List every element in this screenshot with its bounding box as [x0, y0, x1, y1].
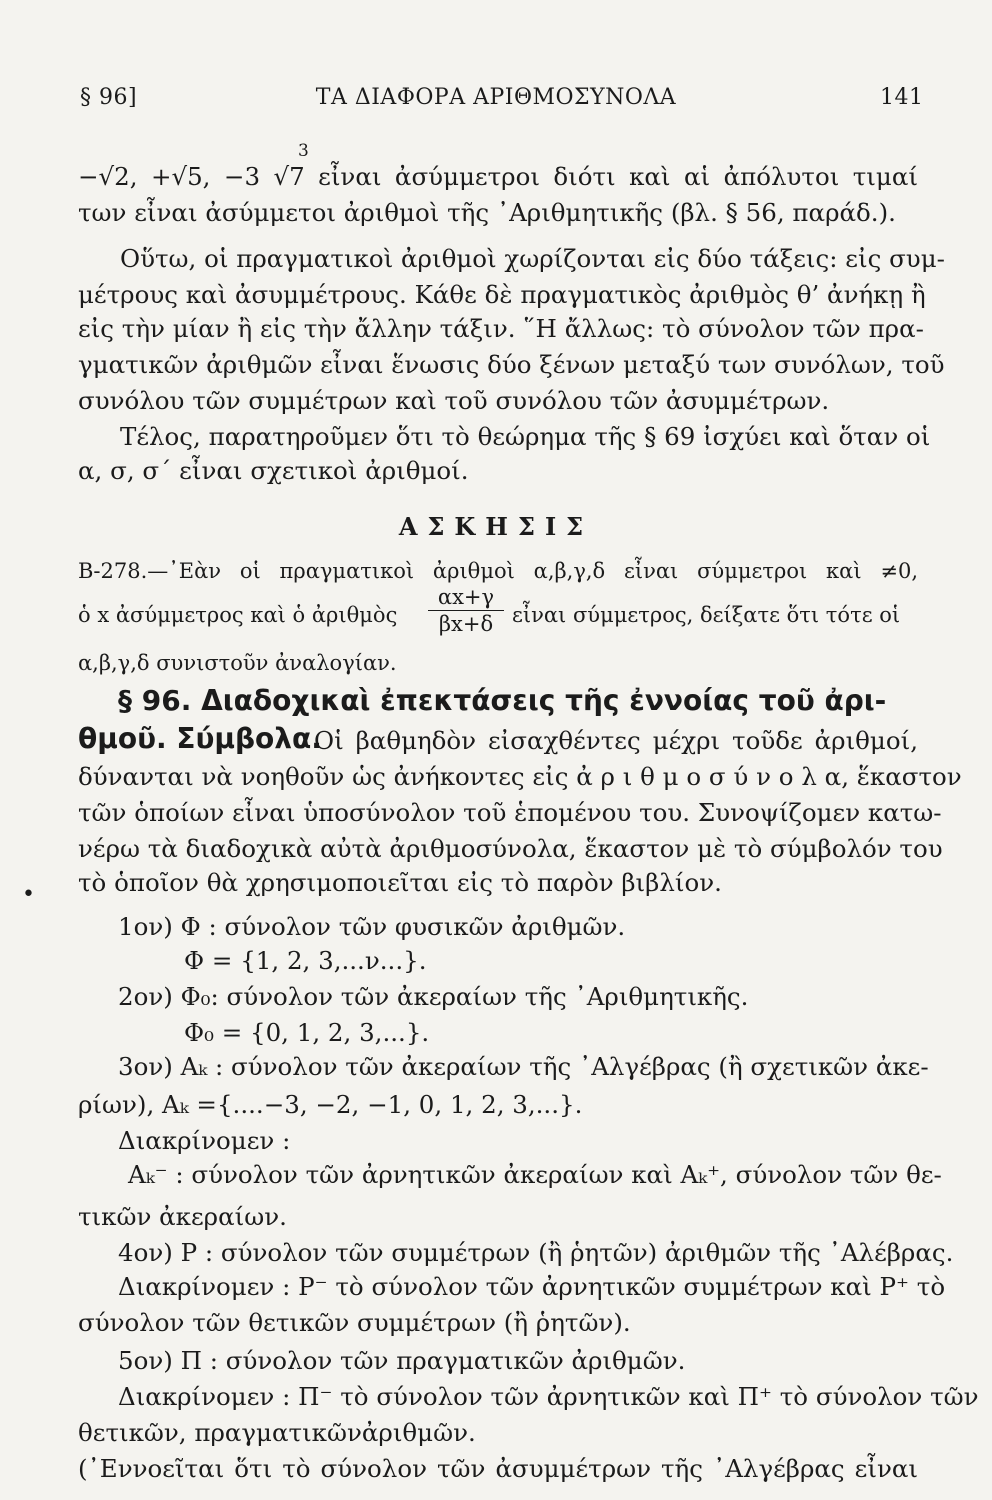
para2-line: γματικῶν ἀριθμῶν εἶναι ἕνωσις δύο ξένων μεταξύ των συνόλων, τοῦ	[78, 350, 945, 379]
exercise-line: ὁ x ἀσύμμετρος καὶ ὁ ἀριθμὸς	[78, 603, 398, 627]
list-line: Φ = {1, 2, 3,...ν...}.	[184, 946, 427, 975]
section-line: δύνανται νὰ νοηθοῦν ὡς ἀνήκοντες εἰς ἀ ρ ι θ μ ο σ ύ ν ο λ α, ἕκαστον	[78, 762, 962, 791]
para2-line: μέτρους καὶ ἀσυμμέτρους. Κάθε δὲ πραγματικὸς ἀριθμὸς θ’ ἀνήκῃ ἢ	[78, 280, 926, 309]
list-line: Διακρίνομεν : P⁻ τὸ σύνολον τῶν ἀρνητικῶν συμμέτρων καὶ P⁺ τὸ	[118, 1272, 946, 1301]
list-line: τικῶν ἀκεραίων.	[78, 1202, 287, 1231]
section-line: τὸ ὁποῖον θὰ χρησιμοποιεῖται εἰς τὸ παρὸν βιβλίον.	[78, 868, 722, 897]
exercise-line: α,β,γ,δ συνιστοῦν ἀναλογίαν.	[78, 651, 397, 675]
list-line: 1ον) Φ : σύνολον τῶν φυσικῶν ἀριθμῶν.	[118, 912, 626, 941]
para2-line: εἰς τὴν μίαν ἢ εἰς τὴν ἄλλην τάξιν. ῞Η ἄλλως: τὸ σύνολον τῶν πρα-	[78, 314, 924, 343]
para1-line: −√2, +√5, −3 √7 εἶναι ἀσύμμετροι διότι καὶ αἱ ἀπόλυτοι τιμαί	[78, 162, 918, 191]
section-line: Οἱ βαθμηδὸν εἰσαχθέντες μέχρι τοῦδε ἀριθμοί,	[314, 726, 918, 755]
section-title: § 96. Διαδοχικαὶ ἐπεκτάσεις τῆς ἐννοίας τοῦ ἀρι-	[118, 684, 887, 717]
list-line: 5ον) Π : σύνολον τῶν πραγματικῶν ἀριθμῶν.	[118, 1346, 686, 1375]
running-title: ΤΑ ΔΙΑΦΟΡΑ ΑΡΙΘΜΟΣΥΝΟΛΑ	[315, 85, 677, 110]
para3-line: α, σ, σ΄ εἶναι σχετικοὶ ἀριθμοί.	[78, 456, 469, 485]
para3-line: Τέλος, παρατηροῦμεν ὅτι τὸ θεώρημα τῆς § 69 ἰσχύει καὶ ὅταν οἱ	[120, 422, 931, 451]
margin-mark: •	[22, 882, 35, 907]
para2-line: συνόλου τῶν συμμέτρων καὶ τοῦ συνόλου τῶν ἀσυμμέτρων.	[78, 386, 830, 415]
section-title-line2: θμοῦ. Σύμβολα.	[78, 722, 322, 755]
fraction-denominator: βx+δ	[438, 612, 494, 636]
list-line: Διακρίνομεν :	[118, 1126, 291, 1155]
section-line: νέρω τὰ διαδοχικὰ αὐτὰ ἀριθμοσύνολα, ἕκαστον μὲ τὸ σύμβολόν του	[78, 834, 943, 863]
list-line: θετικῶν, πραγματικῶνἀριθμῶν.	[78, 1418, 476, 1447]
list-line: 2ον) Φ₀: σύνολον τῶν ἀκεραίων τῆς ᾿Αριθμητικῆς.	[118, 982, 749, 1011]
para2-line: Οὕτω, οἱ πραγματικοὶ ἀριθμοὶ χωρίζονται εἰς δύο τάξεις: εἰς συμ-	[120, 244, 945, 273]
root-index: 3	[298, 141, 309, 161]
list-line: Aₖ⁻ : σύνολον τῶν ἀρνητικῶν ἀκεραίων καὶ Aₖ⁺, σύνολον τῶν θε-	[128, 1160, 942, 1189]
fraction-numerator: αx+γ	[428, 584, 504, 611]
list-line: ρίων), Aₖ ={....−3, −2, −1, 0, 1, 2, 3,...}.	[78, 1090, 583, 1119]
header-section: § 96]	[80, 85, 138, 110]
para1-line: των εἶναι ἀσύμμετοι ἀριθμοὶ τῆς ᾿Αριθμητικῆς (βλ. § 56, παράδ.).	[78, 198, 896, 227]
list-line: 3ον) Aₖ : σύνολον τῶν ἀκεραίων τῆς ᾿Αλγέβρας (ἢ σχετικῶν ἀκε-	[118, 1052, 929, 1081]
exercise-line: Β-278.—᾿Εὰν οἱ πραγματικοὶ ἀριθμοὶ α,β,γ,δ εἶναι σύμμετροι καὶ ≠0,	[78, 559, 918, 583]
list-line: (᾿Εννοεῖται ὅτι τὸ σύνολον τῶν ἀσυμμέτρων τῆς ᾿Αλγέβρας εἶναι	[78, 1454, 918, 1483]
page-number: 141	[880, 85, 924, 110]
list-line: Διακρίνομεν : Π⁻ τὸ σύνολον τῶν ἀρνητικῶν καὶ Π⁺ τὸ σύνολον τῶν	[118, 1382, 979, 1411]
exercise-line: εἶναι σύμμετρος, δείξατε ὅτι τότε οἱ	[512, 603, 901, 627]
list-line: σύνολον τῶν θετικῶν συμμέτρων (ἢ ῥητῶν).	[78, 1308, 631, 1337]
section-title-cont	[78, 722, 322, 757]
list-line: Φ₀ = {0, 1, 2, 3,...}.	[184, 1018, 430, 1047]
fraction	[428, 584, 504, 637]
section-line: τῶν ὁποίων εἶναι ὑποσύνολον τοῦ ἑπομένου του. Συνοψίζομεν κατω-	[78, 798, 942, 827]
exercises-heading: ΑΣΚΗΣΙΣ	[398, 512, 594, 541]
list-line: 4ον) P : σύνολον τῶν συμμέτρων (ἢ ῥητῶν) ἀριθμῶν τῆς ᾿Αλέβρας.	[118, 1238, 954, 1267]
